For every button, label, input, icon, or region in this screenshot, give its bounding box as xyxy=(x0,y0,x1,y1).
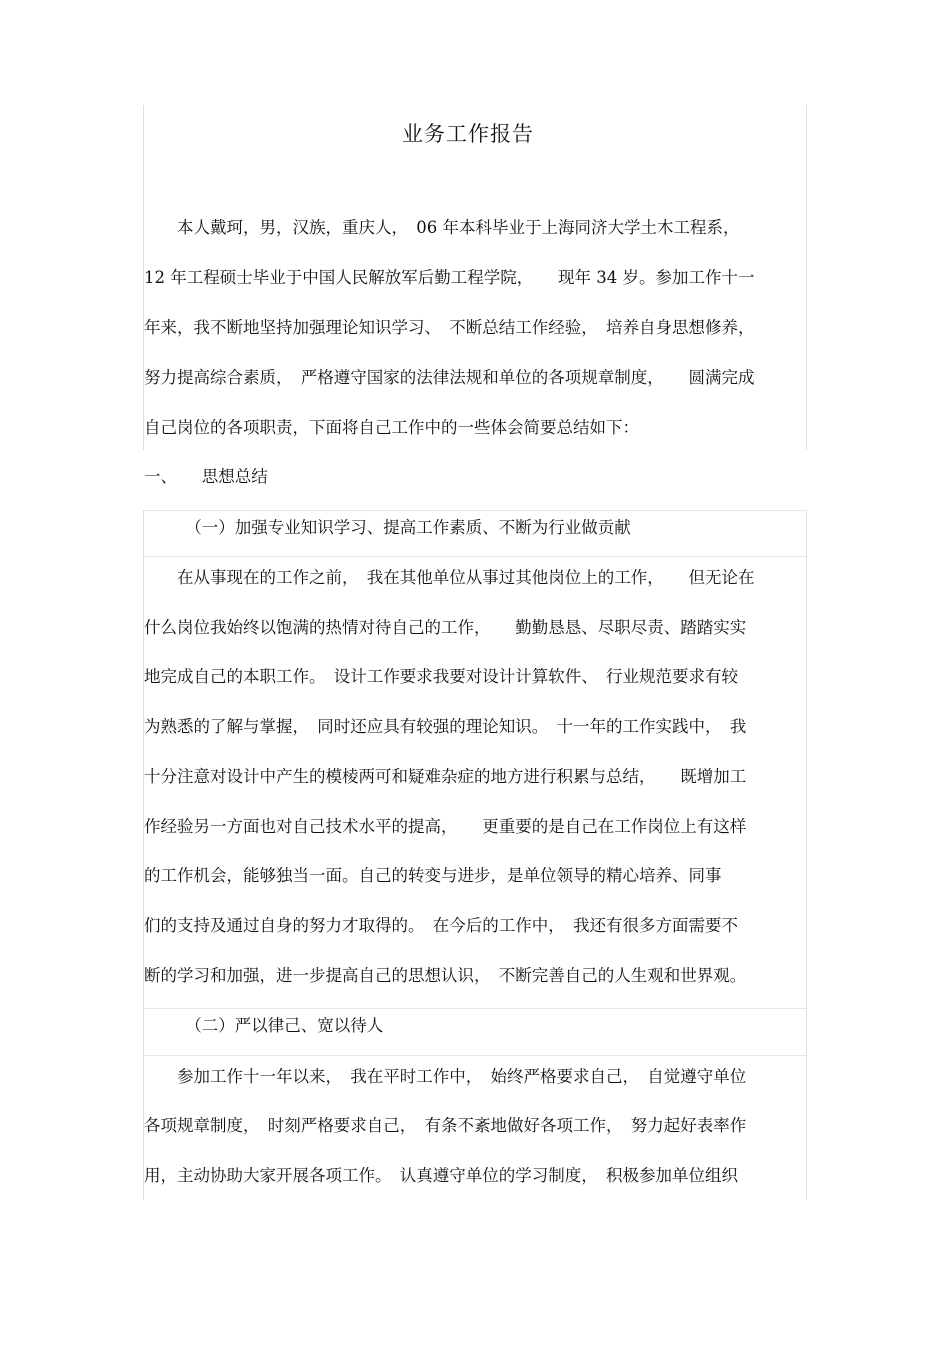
paragraph-line: 用，主动协助大家开展各项工作。 认真遵守单位的学习制度， 积极参加单位组织 xyxy=(144,1166,738,1185)
paragraph-line: 自己岗位的各项职责，下面将自己工作中的一些体会简要总结如下： xyxy=(144,418,639,437)
paragraph-line: 在从事现在的工作之前， 我在其他单位从事过其他岗位上的工作， 但无论在 xyxy=(144,568,755,587)
paragraph-line: 参加工作十一年以来， 我在平时工作中， 始终严格要求自己， 自觉遵守单位 xyxy=(144,1067,747,1086)
right-margin-rule-lower xyxy=(806,510,807,1200)
section-divider xyxy=(143,510,806,511)
paragraph-line: 断的学习和加强，进一步提高自己的思想认识， 不断完善自己的人生观和世界观。 xyxy=(144,966,747,985)
right-margin-rule xyxy=(806,105,807,450)
paragraph-line: 年来，我不断地坚持加强理论知识学习、 不断总结工作经验， 培养自身思想修养， xyxy=(144,318,755,337)
section-divider xyxy=(143,556,806,557)
paragraph-line: 为熟悉的了解与掌握， 同时还应具有较强的理论知识。 十一年的工作实践中， 我 xyxy=(144,717,747,736)
paragraph-line: 本人戴珂，男，汉族，重庆人， 06 年本科毕业于上海同济大学土木工程系， xyxy=(144,218,740,237)
paragraph-line: 十分注意对设计中产生的模棱两可和疑难杂症的地方进行积累与总结， 既增加工 xyxy=(144,767,747,786)
paragraph-line: 12 年工程硕士毕业于中国人民解放军后勤工程学院， 现年 34 岁。参加工作十一 xyxy=(144,268,755,287)
left-margin-rule-lower xyxy=(143,510,144,1200)
paragraph-line: 努力提高综合素质， 严格遵守国家的法律法规和单位的各项规章制度， 圆满完成 xyxy=(144,368,755,387)
paragraph-line: 作经验另一方面也对自己技术水平的提高， 更重要的是自己在工作岗位上有这样 xyxy=(144,817,747,836)
paragraph-line: 的工作机会，能够独当一面。自己的转变与进步，是单位领导的精心培养、同事 xyxy=(144,866,722,885)
paragraph-line: 地完成自己的本职工作。 设计工作要求我要对设计计算软件、 行业规范要求有较 xyxy=(144,667,738,686)
paragraph-line: 什么岗位我始终以饱满的热情对待自己的工作， 勤勤恳恳、尽职尽责、踏踏实实 xyxy=(144,618,747,637)
subsection-heading: （一）加强专业知识学习、提高工作素质、不断为行业做贡献 xyxy=(144,518,631,537)
paragraph-line: 们的支持及通过自身的努力才取得的。 在今后的工作中， 我还有很多方面需要不 xyxy=(144,916,738,935)
subsection-heading: （二）严以律己、宽以待人 xyxy=(144,1016,384,1035)
document-title: 业务工作报告 xyxy=(402,122,534,146)
section-divider xyxy=(143,1055,806,1056)
section-divider xyxy=(143,1008,806,1009)
paragraph-line: 各项规章制度， 时刻严格要求自己， 有条不紊地做好各项工作， 努力起好表率作 xyxy=(144,1116,747,1135)
section-heading: 一、 思想总结 xyxy=(144,467,268,486)
